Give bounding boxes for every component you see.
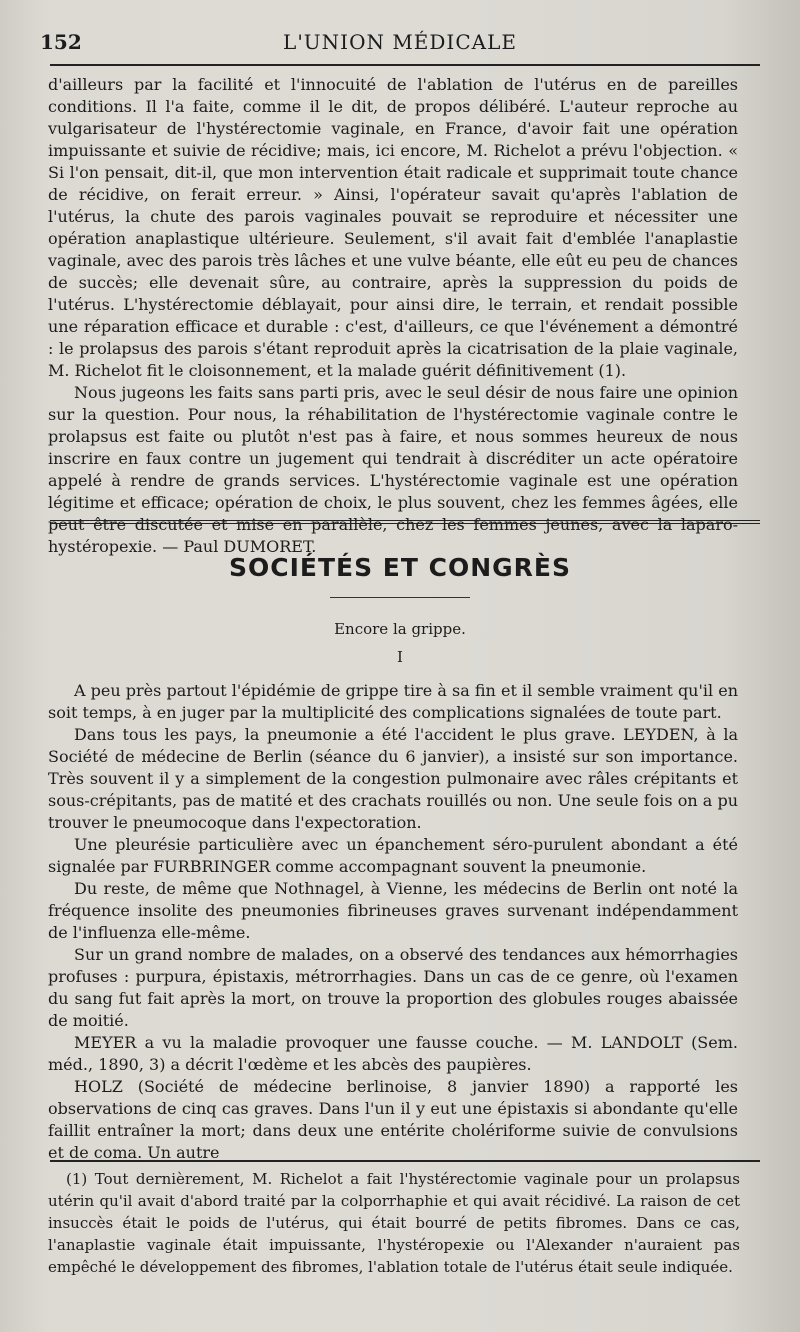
section-subtitle: Encore la grippe. xyxy=(334,620,466,638)
header-rule xyxy=(50,64,760,66)
section-paragraph: A peu près partout l'épidémie de grippe tire à sa fin et il semble vraiment qu'il en soit temps, à en juger par la multiplicité des complications signalées de toute part. xyxy=(48,681,738,722)
section-paragraph: Dans tous les pays, la pneumonie a été l'accident le plus grave. LEYDEN, à la Société de médecine de Berlin (séance du 6 janvier), a insisté sur son importance. Très souvent il y a simplement de la congestion pulmonaire avec râles crépitants et sous-crépitants, pas de matité et des crachats rouillés ou non. Une seule fois on a pu trouver le pneumocoque dans l'expectoration. xyxy=(48,725,738,832)
page-number: 152 xyxy=(40,30,82,54)
footnotes xyxy=(48,1168,740,1278)
section-paragraph: Une pleurésie particulière avec un épanchement séro-purulent abondant a été signalée par FURBRINGER comme accompagnant souvent la pneumonie. xyxy=(48,835,738,876)
section-paragraph: HOLZ (Société de médecine berlinoise, 8 janvier 1890) a rapporté les observations de cinq cas graves. Dans l'un il y eut une épistaxis si abondante qu'elle faillit entraîner la mort; dans deux une entérite cholériforme suivie de convulsions et de coma. Un autre xyxy=(48,1077,738,1162)
article-continuation xyxy=(48,74,738,558)
section-body xyxy=(48,680,738,1164)
title-underline xyxy=(330,597,470,598)
article-paragraph: d'ailleurs par la facilité et l'innocuité de l'ablation de l'utérus en de pareilles conditions. Il l'a faite, comme il le dit, de propos délibéré. L'auteur reproche au vulgarisateur de l'hystérectomie vaginale, en France, d'avoir fait une opération impuissante et suivie de récidive; mais, ici encore, M. Richelot a prévu l'objection. « Si l'on pensait, dit-il, que mon intervention était radicale et supprimait toute chance de récidive, on ferait erreur. » Ainsi, l'opérateur savait qu'après l'ablation de l'utérus, la chute des parois vaginales pouvait se reproduire et nécessiter une opération anaplastique ultérieure. Seulement, s'il avait fait d'emblée l'anaplastie vaginale, avec des parois très lâches et une vulve béante, elle eût eu peu de chances de succès; elle devenait sûre, au contraire, après la suppression du poids de l'utérus. L'hystérectomie déblayait, pour ainsi dire, le terrain, et rendait possible une réparation efficace et durable : c'est, d'ailleurs, ce que l'événement a démontré : le prolapsus des parois s'étant reproduit après la cicatrisation de la plaie vaginale, M. Richelot fit le cloisonnement, et la malade guérit définitivement (1). xyxy=(48,75,738,380)
section-title: SOCIÉTÉS ET CONGRÈS xyxy=(228,553,572,582)
article-paragraph: Nous jugeons les faits sans parti pris, avec le seul désir de nous faire une opinion sur la question. Pour nous, la réhabilitation de l'hystérectomie vaginale contre le prolapsus est faite ou plutôt n'est pas à faire, et nous sommes heureux de nous inscrire en faux contre un jugement qui tendrait à discréditer un acte opératoire appelé à rendre de grands services. L'hystérectomie vaginale est une opération légitime et efficace; opération de choix, le plus souvent, chez les femmes âgées, elle peut être discutée et mise en parallèle, chez les femmes jeunes, avec la laparo-hystéropexie. — Paul DUMORET. xyxy=(48,383,738,556)
footnote-1: (1) Tout dernièrement, M. Richelot a fait l'hystérectomie vaginale pour un prolapsus utérin qu'il avait d'abord traité par la colporrhaphie et qui avait récidivé. La raison de cet insuccès était le poids de l'utérus, qui était bourré de petits fibromes. Dans ce cas, l'anaplastie vaginale était impuissante, l'hystéropexie ou l'Alexander n'auraient pas empêché le développement des fibromes, l'ablation totale de l'utérus était seule indiquée. xyxy=(48,1170,740,1276)
section-paragraph: MEYER a vu la maladie provoquer une fausse couche. — M. LANDOLT (Sem. méd., 1890, 3) a décrit l'œdème et les abcès des paupières. xyxy=(48,1033,738,1074)
section-paragraph: Du reste, de même que Nothnagel, à Vienne, les médecins de Berlin ont noté la fréquence insolite des pneumonies fibrineuses graves survenant indépendamment de l'influenza elle-même. xyxy=(48,879,738,942)
part-numeral: I xyxy=(397,648,403,666)
section-separator-rule xyxy=(50,520,760,524)
running-head xyxy=(40,30,760,58)
section-paragraph: Sur un grand nombre de malades, on a observé des tendances aux hémorrhagies profuses : purpura, épistaxis, métrorrhagies. Dans un cas de ce genre, où l'examen du sang fut fait après la mort, on trouve la proportion des globules rouges abaissée de moitié. xyxy=(48,945,738,1030)
journal-title: L'UNION MÉDICALE xyxy=(283,30,517,54)
footnote-rule xyxy=(50,1160,760,1162)
